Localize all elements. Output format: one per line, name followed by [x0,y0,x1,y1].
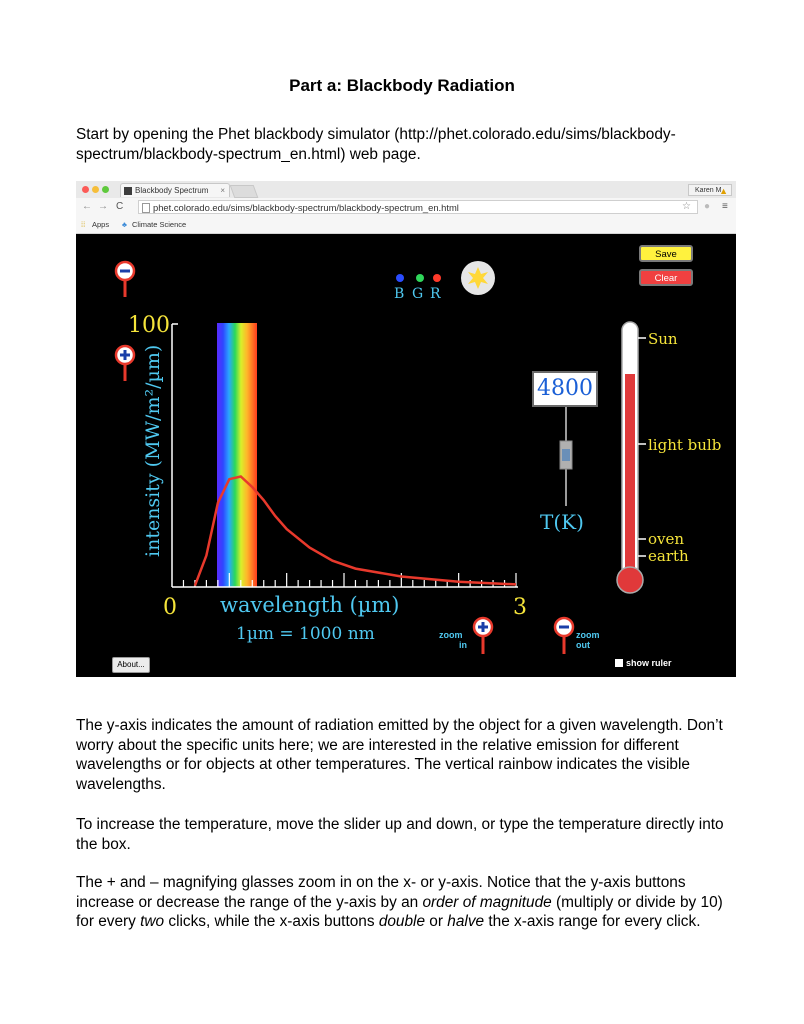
about-button[interactable]: About... [112,657,150,673]
zoom-text-e: clicks, while the x-axis buttons [164,913,379,930]
intro-paragraph: Start by opening the Phet blackbody simulator (http://phet.colorado.edu/sims/blackbody-spectrum/blackbody-spectrum_en.html) web page. [76,126,676,163]
x-axis-title: wavelength (µm) [220,593,400,617]
visible-spectrum-band [217,323,257,587]
simulation-canvas [76,234,736,677]
star-color-icon [461,261,495,295]
y-axis-paragraph: The y-axis indicates the amount of radiation emitted by the object for a given wavelength. Don’t worry about the specific units here; we are interested in the relative emission for different wavelengths or for objects at other temperatures. The vertical rainbow indicates the visible wavelengths. [76,717,723,793]
y-axis-title: intensity (MW/m²/µm) [142,344,164,557]
bookmark-apps[interactable]: Apps [92,220,110,229]
bgr-label-b: B [394,286,405,302]
zoom-text-d: two [140,913,165,930]
save-button[interactable]: Save [639,245,693,262]
browser-chrome [76,181,736,233]
new-tab-button[interactable] [230,185,259,198]
x-zoom-out-magnifier-icon[interactable] [555,618,573,654]
bookmarks-bar [76,217,736,234]
zoom-in-label-1: zoom [439,630,463,640]
profile-button[interactable] [688,184,732,196]
thermo-label-oven: oven [648,530,685,548]
y-zoom-out-magnifier-icon[interactable] [116,262,134,297]
apps-grid-icon: ⁞⁞ [81,220,86,229]
temperature-slider-thumb[interactable] [560,441,572,469]
zoom-text-c: (multiply or divide by 10) for every [76,893,723,930]
temperature-label: T(K) [540,510,584,534]
y-zoom-in-magnifier-icon[interactable] [116,346,134,381]
zoom-text-h: halve [447,913,485,930]
show-ruler-label: show ruler [626,658,672,668]
url-text: phet.colorado.edu/sims/blackbody-spectrum/blackbody-spectrum_en.html [153,202,459,213]
zoom-in-label-2: in [459,640,467,650]
navigation-bar [76,198,736,217]
x-zoom-in-magnifier-icon[interactable] [474,618,492,654]
bgr-label-r: R [430,286,441,302]
zoom-paragraph [76,873,736,932]
x-axis-min-label: 0 [163,595,177,620]
thermo-label-earth: earth [648,547,689,565]
slider-paragraph: To increase the temperature, move the slider up and down, or type the temperature directly into the box. [76,816,724,853]
thermometer-icon [617,322,643,593]
y-axis-max-label: 100 [128,313,170,338]
reload-icon[interactable]: C [116,201,124,212]
temperature-input[interactable]: 4800 [532,371,598,407]
phet-favicon-icon [124,187,132,195]
bookmark-climate-science[interactable]: Climate Science [132,220,187,229]
thermo-label-sun: Sun [648,330,678,348]
menu-icon[interactable]: ≡ [722,201,728,212]
zoom-text-g: or [425,913,448,930]
zoom-text-f: double [378,913,426,930]
thermo-label-light-bulb: light bulb [648,436,722,454]
green-dot [416,274,424,282]
zoom-text-i: the x-axis range for every click. [484,913,701,930]
simulator-screenshot [76,181,736,677]
clear-button[interactable]: Clear [639,269,693,286]
extension-icon[interactable]: ● [704,201,711,212]
folder-icon: ♣ [122,220,127,229]
zoom-out-label-2: out [576,640,590,650]
ruler-checkbox-box[interactable] [615,659,623,667]
zoom-text-a: The + and – magnifying glasses zoom in on the x- or y-axis. Notice that the y-axis buttons increase or decrease the range of the y-axis by an [76,874,686,911]
blue-dot [396,274,404,282]
browser-tab[interactable] [120,183,230,197]
bgr-label-g: G [412,286,424,302]
page-title: Part a: Blackbody Radiation [289,76,515,95]
unit-conversion-note: 1µm = 1000 nm [236,624,375,644]
profile-name: Karen M [695,187,722,194]
forward-icon[interactable]: → [98,201,108,212]
zoom-text-b: order of magnitude [422,893,552,911]
show-ruler-checkbox[interactable] [615,658,672,668]
bookmark-star-icon[interactable]: ☆ [682,201,691,212]
address-bar[interactable] [138,200,698,214]
back-icon[interactable]: ← [82,201,92,212]
warning-icon: ▲ [719,186,728,196]
x-axis-max-label: 3 [513,595,527,620]
minimize-window-dot[interactable] [92,186,99,193]
tab-title: Blackbody Spectrum [135,186,209,195]
zoom-out-label-1: zoom [576,630,600,640]
page-icon [142,203,150,213]
simulation-graphics [76,234,736,677]
close-window-dot[interactable] [82,186,89,193]
tab-close-icon[interactable]: × [220,186,225,195]
maximize-window-dot[interactable] [102,186,109,193]
red-dot [433,274,441,282]
